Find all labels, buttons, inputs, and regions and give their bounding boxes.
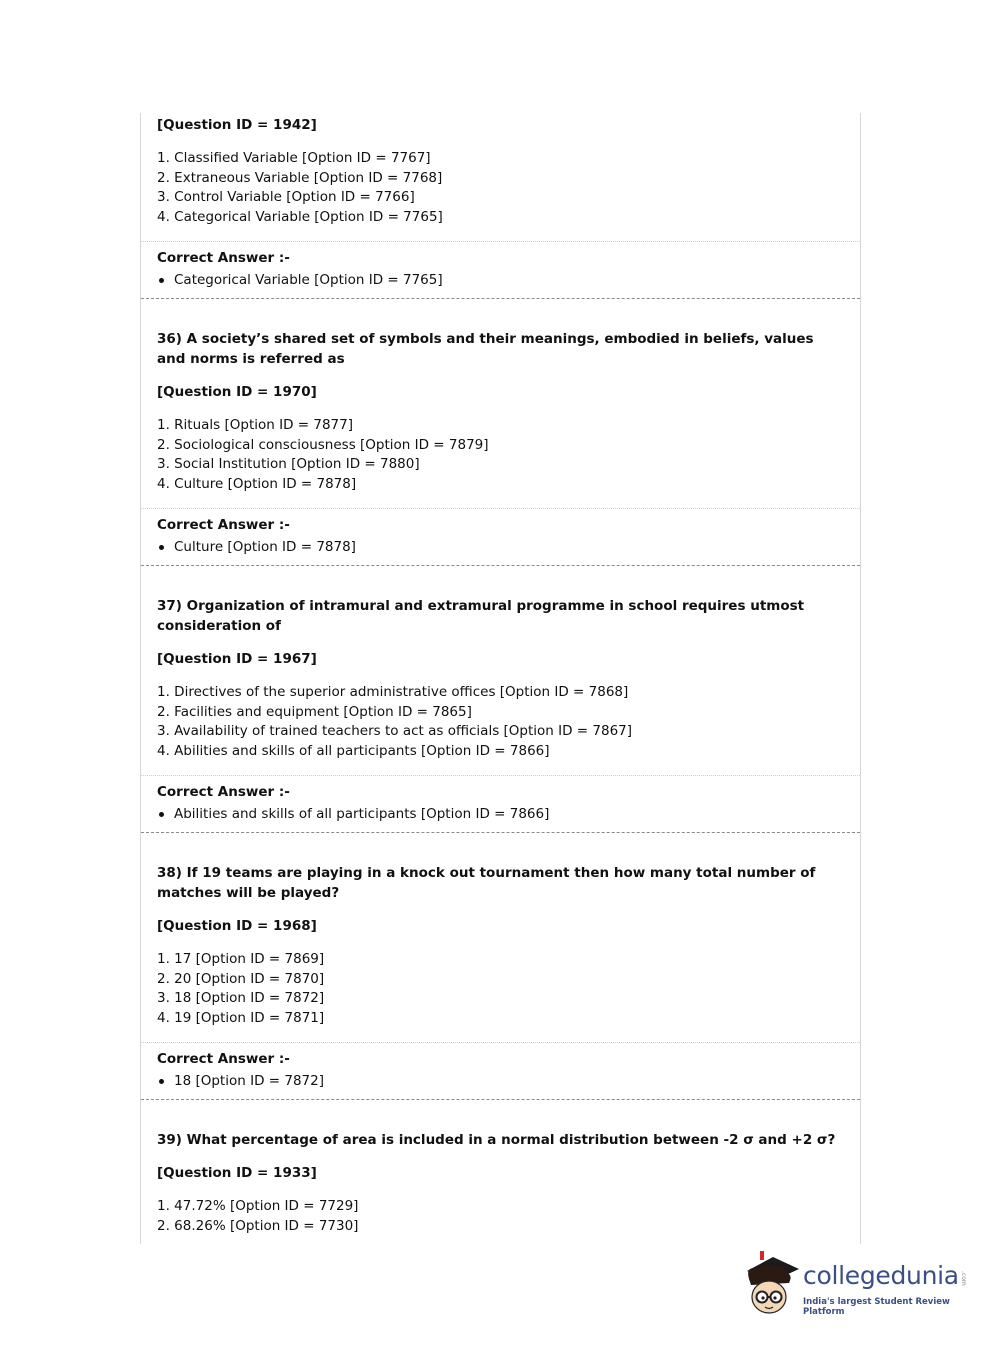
- collegedunia-logo: [743, 1249, 968, 1321]
- answer-heading: Correct Answer :-: [157, 250, 290, 266]
- correct-answer: [157, 804, 844, 824]
- answer-38: [141, 1043, 860, 1091]
- options-list: [157, 1197, 844, 1236]
- answer-text: Abilities and skills of all participants [Option ID = 7866]: [174, 806, 550, 822]
- answer-heading: Correct Answer :-: [157, 517, 290, 533]
- question-id: [Question ID = 1942]: [157, 117, 317, 133]
- answer-35: [141, 242, 860, 290]
- question-35: [141, 113, 860, 227]
- question-37: [141, 566, 860, 761]
- logo-wordmark: collegedunia: [803, 1261, 959, 1290]
- option: 4. Categorical Variable [Option ID = 7765]: [157, 208, 443, 225]
- bullet-icon: [159, 1079, 164, 1084]
- document-page: [140, 113, 861, 1244]
- option: 4. 19 [Option ID = 7871]: [157, 1009, 325, 1026]
- answer-text: Categorical Variable [Option ID = 7765]: [174, 272, 443, 288]
- question-text: 36) A society’s shared set of symbols and their meanings, embodied in beliefs, values and norms is referred as: [157, 331, 814, 367]
- correct-answer: [157, 537, 844, 557]
- logo-suffix: .com: [960, 1271, 967, 1286]
- option: 4. Culture [Option ID = 7878]: [157, 475, 357, 492]
- bullet-icon: [159, 278, 164, 283]
- mascot-icon: [743, 1249, 803, 1321]
- options-list: [157, 149, 844, 227]
- option: 4. Abilities and skills of all participants [Option ID = 7866]: [157, 742, 550, 759]
- question-39: [141, 1100, 860, 1236]
- bullet-icon: [159, 545, 164, 550]
- question-id: [Question ID = 1967]: [157, 651, 317, 667]
- answer-36: [141, 509, 860, 557]
- logo-tagline: India's largest Student Review Platform: [803, 1297, 950, 1317]
- question-text: 39) What percentage of area is included in a normal distribution between -2 σ and +2 σ?: [157, 1132, 836, 1148]
- option: 3. 18 [Option ID = 7872]: [157, 990, 325, 1006]
- option: 1. Rituals [Option ID = 7877]: [157, 417, 354, 433]
- correct-answer: [157, 270, 844, 290]
- option: 2. 68.26% [Option ID = 7730]: [157, 1217, 359, 1234]
- option: 1. 17 [Option ID = 7869]: [157, 951, 325, 967]
- option: 3. Social Institution [Option ID = 7880]: [157, 456, 420, 472]
- question-id: [Question ID = 1970]: [157, 384, 317, 400]
- question-38: [141, 833, 860, 1028]
- option: 2. Facilities and equipment [Option ID = 7865]: [157, 703, 472, 720]
- answer-text: Culture [Option ID = 7878]: [174, 539, 356, 555]
- option: 3. Control Variable [Option ID = 7766]: [157, 189, 415, 205]
- question-text: 37) Organization of intramural and extramural programme in school requires utmost consideration of: [157, 598, 805, 634]
- answer-text: 18 [Option ID = 7872]: [174, 1073, 324, 1089]
- answer-heading: Correct Answer :-: [157, 1051, 290, 1067]
- answer-37: [141, 776, 860, 824]
- option: 1. Directives of the superior administrative offices [Option ID = 7868]: [157, 684, 629, 700]
- option: 2. Sociological consciousness [Option ID = 7879]: [157, 436, 489, 453]
- question-text: 38) If 19 teams are playing in a knock out tournament then how many total number of matches will be played?: [157, 865, 816, 901]
- options-list: [157, 683, 844, 761]
- correct-answer: [157, 1071, 844, 1091]
- question-36: [141, 299, 860, 494]
- answer-heading: Correct Answer :-: [157, 784, 290, 800]
- options-list: [157, 416, 844, 494]
- question-id: [Question ID = 1933]: [157, 1165, 317, 1181]
- options-list: [157, 950, 844, 1028]
- option: 1. 47.72% [Option ID = 7729]: [157, 1198, 359, 1214]
- option: 3. Availability of trained teachers to act as officials [Option ID = 7867]: [157, 723, 633, 739]
- option: 1. Classified Variable [Option ID = 7767]: [157, 150, 431, 166]
- question-id: [Question ID = 1968]: [157, 918, 317, 934]
- bullet-icon: [159, 812, 164, 817]
- option: 2. 20 [Option ID = 7870]: [157, 970, 325, 987]
- option: 2. Extraneous Variable [Option ID = 7768]: [157, 169, 443, 186]
